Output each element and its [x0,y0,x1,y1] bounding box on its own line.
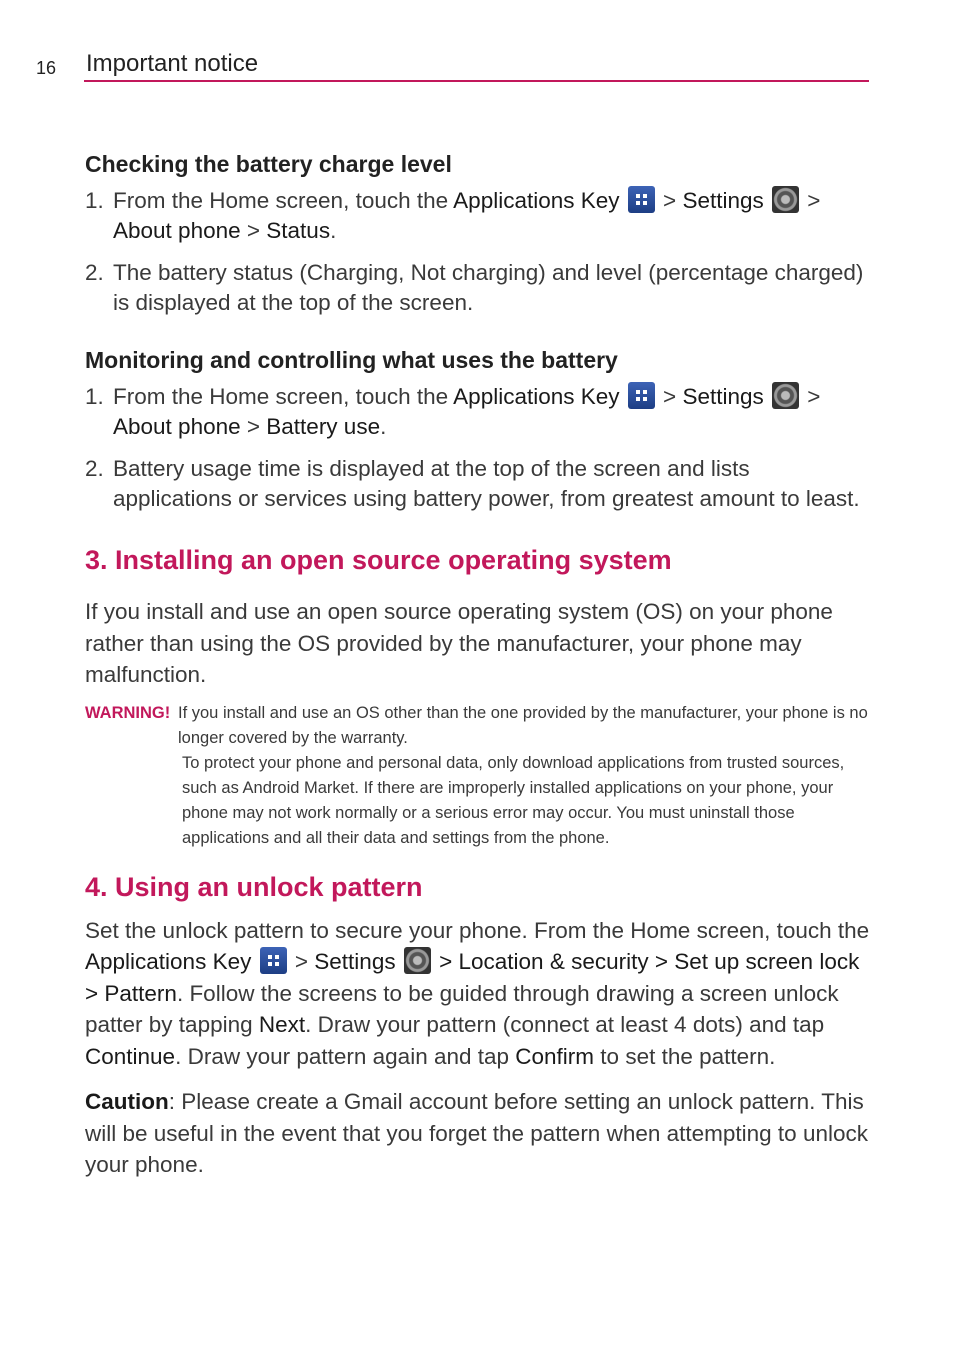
step-number: 1. [85,384,104,409]
warning-line-1: If you install and use an OS other than the one provided by the manufacturer, your phone is no longer covered by the warranty. [178,703,868,747]
menu-path-label: > Location & security > Set up screen lock > Pattern [85,949,860,1006]
settings-gear-icon [772,186,799,213]
separator: > [656,188,683,213]
body-text: . Follow the screens to be guided through drawing a screen unlock patter by tapping [85,980,839,1037]
warning-label: WARNING! [85,703,171,722]
step-number: 1. [85,188,104,213]
warning-box [85,701,870,851]
separator: > [240,218,267,243]
step-text: From the Home screen, touch the [113,384,454,409]
caution-label: Caution [85,1089,169,1114]
about-phone-label: About phone [113,218,241,243]
step-text: From the Home screen, touch the [113,188,454,213]
settings-label: Settings [682,188,764,213]
separator: > [240,414,267,439]
battery-check-heading: Checking the battery charge level [85,151,452,177]
battery-monitor-step-2 [85,454,870,514]
page-number: 16 [36,58,57,78]
header-title: Important notice [86,50,259,77]
section-3-heading: 3. Installing an open source operating system [85,545,672,575]
next-label: Next [258,1012,306,1037]
about-phone-label: About phone [113,414,241,439]
caution-paragraph [85,1086,870,1181]
step-number: 2. [85,260,104,285]
section-3-body: If you install and use an open source operating system (OS) on your phone rather than using the OS provided by the manufacturer, your phone may malfunction. [85,599,833,687]
separator: > [801,188,821,213]
applications-key-label: Applications Key [453,384,620,409]
battery-monitor-heading: Monitoring and controlling what uses the battery [85,347,618,373]
applications-key-label: Applications Key [453,188,620,213]
warning-line-2: To protect your phone and personal data, only download applications from trusted sources, such as Android Market. If there are improperly installed applications on your phone, your phone may not work normally or a serious error may occur. You must uninstall those applications and all their data and settings from the phone. [182,753,845,847]
apps-grid-icon [628,186,655,213]
apps-grid-icon [260,947,287,974]
settings-label: Settings [314,949,396,974]
settings-label: Settings [682,384,764,409]
header-divider [84,80,869,82]
separator: > [288,949,315,974]
continue-label: Continue [85,1043,176,1069]
period: . [380,414,387,439]
section-4-body [85,915,870,1073]
step-text: Battery usage time is displayed at the top of the screen and lists applications or services using battery power, from greatest amount to least. [113,456,860,511]
section-4-heading: 4. Using an unlock pattern [85,871,423,902]
body-text: . Draw your pattern (connect at least 4 dots) and tap [305,1012,825,1037]
settings-gear-icon [772,382,799,409]
body-text: . Draw your pattern again and tap [175,1043,516,1069]
battery-use-label: Battery use [266,414,381,439]
page-content [85,148,870,1191]
settings-gear-icon [404,947,431,974]
separator: > [801,384,821,409]
body-text: Set the unlock pattern to secure your phone. From the Home screen, touch the [85,917,870,943]
separator: > [656,384,683,409]
battery-check-step-2 [85,258,870,318]
step-number: 2. [85,456,104,481]
period: . [330,218,337,243]
step-text: The battery status (Charging, Not charging) and level (percentage charged) is displayed at the top of the screen. [113,260,864,315]
applications-key-label: Applications Key [85,949,252,974]
status-label: Status [266,218,331,243]
caution-text: : Please create a Gmail account before setting an unlock pattern. This will be useful in the event that you forget the pattern when attempting to unlock your phone. [85,1089,868,1177]
battery-monitor-step-1 [85,382,870,442]
confirm-label: Confirm [515,1043,595,1069]
body-text: to set the pattern. [594,1043,776,1069]
apps-grid-icon [628,382,655,409]
battery-check-step-1 [85,186,870,246]
